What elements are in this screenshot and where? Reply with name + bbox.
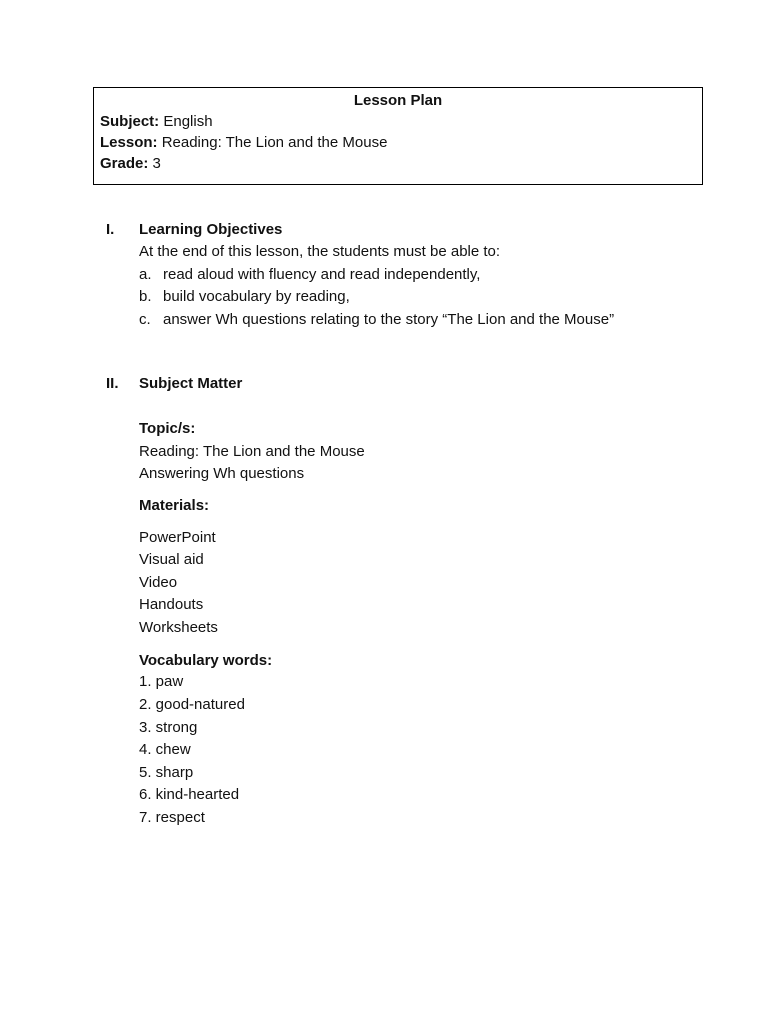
- subject-label: Subject:: [100, 113, 160, 130]
- objective-text: read aloud with fluency and read independently,: [163, 266, 481, 283]
- lesson-label: Lesson:: [100, 134, 158, 151]
- objectives-intro: At the end of this lesson, the students must be able to:: [139, 243, 501, 260]
- section-number-1: I.: [106, 221, 115, 238]
- vocabulary-item: 2. good-natured: [139, 696, 245, 713]
- lesson-line: [100, 132, 696, 153]
- grade-label: Grade:: [100, 155, 149, 172]
- subject-matter-heading: Subject Matter: [139, 375, 243, 392]
- vocabulary-label: Vocabulary words:: [139, 652, 273, 669]
- objective-letter: c.: [139, 311, 151, 328]
- objective-text: build vocabulary by reading,: [163, 288, 350, 305]
- topics-label: Topic/s:: [139, 420, 196, 437]
- vocabulary-item: 1. paw: [139, 673, 184, 690]
- objective-item: [139, 309, 614, 331]
- subject-line: [100, 111, 696, 132]
- material-item: Video: [139, 574, 178, 591]
- vocabulary-item: 3. strong: [139, 719, 198, 736]
- objective-item: [139, 286, 350, 308]
- grade-line: [100, 153, 696, 174]
- lesson-plan-header-box: [93, 87, 703, 185]
- subject-value: English: [163, 113, 213, 130]
- objective-text: answer Wh questions relating to the story “The Lion and the Mouse”: [163, 311, 615, 328]
- materials-label: Materials:: [139, 497, 210, 514]
- learning-objectives-heading: Learning Objectives: [139, 221, 283, 238]
- lesson-value: Reading: The Lion and the Mouse: [161, 134, 388, 151]
- topic-item: Answering Wh questions: [139, 465, 305, 482]
- material-item: Handouts: [139, 596, 204, 613]
- vocabulary-item: 5. sharp: [139, 764, 194, 781]
- lesson-plan-title: Lesson Plan: [353, 92, 443, 109]
- topic-item: Reading: The Lion and the Mouse: [139, 443, 365, 460]
- material-item: PowerPoint: [139, 529, 216, 546]
- section-number-2: II.: [106, 375, 119, 392]
- objective-item: [139, 264, 480, 286]
- material-item: Worksheets: [139, 619, 218, 636]
- vocabulary-item: 7. respect: [139, 809, 205, 826]
- vocabulary-item: 6. kind-hearted: [139, 786, 240, 803]
- objective-letter: b.: [139, 288, 152, 305]
- objective-letter: a.: [139, 266, 152, 283]
- material-item: Visual aid: [139, 551, 204, 568]
- grade-value: 3: [152, 155, 161, 172]
- vocabulary-item: 4. chew: [139, 741, 191, 758]
